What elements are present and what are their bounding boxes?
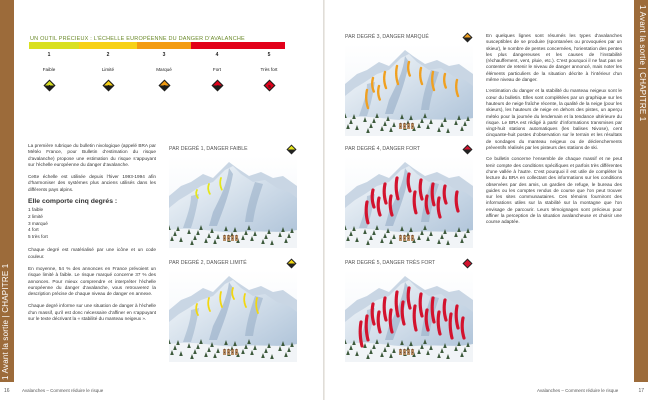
scale-level-icons (29, 79, 285, 93)
mountain-illustration (345, 270, 473, 362)
svg-text:2: 2 (106, 83, 110, 89)
scale-level-label: Fort (212, 67, 222, 72)
levels-list-item: 5 très fort (28, 233, 48, 239)
scale-segment (29, 42, 79, 49)
left-paragraph-3: Chaque degré est matérialisé par une icône et un code couleur. (28, 247, 156, 259)
right-paragraph-1: En quelques lignes sont résumés les types d’avalanches susceptibles de se produire (spontanées ou provoquées par un skieur), le nombre de pentes concernées, l’orientation des pentes les plus dangereuses et les causes de l’instabilité (réchauffement, vent, pluie, etc.). C’est pourquoi il ne faut pas se contenter de retenir le niveau de danger annoncé, mais noter les éléments particuliers de la situation décrite à l’intérieur d’un même niveau de danger. (486, 33, 622, 83)
danger-icon (462, 144, 473, 155)
levels-list (28, 207, 156, 240)
danger-icon (286, 258, 297, 269)
scale-level-number: 2 (106, 52, 110, 58)
scale-level-label: Marqué (156, 67, 172, 72)
scale-level-number: 3 (162, 52, 166, 58)
svg-text:4: 4 (215, 83, 219, 89)
levels-heading: Elle comporte cinq degrés : (28, 198, 118, 206)
scale-segment (243, 42, 285, 49)
levels-list-item: 2 limité (28, 213, 43, 219)
scale-level-label: Limité (101, 67, 115, 72)
footer-right-text: Avalanches – Comment réduire le risque (537, 388, 619, 393)
danger-level-icon (102, 79, 115, 92)
left-paragraph-5: Chaque degré informe sur une situation de danger à l’échelle d’un massif, qu’il est donc nécessaire d’affiner en s’appuyant sur le texte décrivant la « stabilité du manteau neigeux ». (28, 303, 156, 322)
panel-degree-5 (345, 259, 473, 362)
page-gutter (323, 0, 325, 400)
mountain-illustration (345, 156, 473, 248)
left-column-text (28, 143, 156, 328)
scale-level-label: Faible (42, 67, 56, 72)
scale-level-numbers (29, 52, 285, 62)
left-paragraph-2: Cette échelle est utilisée depuis l’hiver 1993-1994 afin d’harmoniser des systèmes plus anciens utilisés dans les différents pays alpins. (28, 174, 156, 192)
scale-color-bar (29, 42, 285, 49)
svg-text:3: 3 (162, 83, 166, 89)
right-column-text (486, 33, 622, 231)
danger-icon (462, 32, 473, 43)
levels-list-item: 4 fort (28, 227, 39, 233)
chapter-tab-right (634, 0, 648, 382)
scale-segment (191, 42, 243, 49)
danger-icon (462, 258, 473, 269)
page-number-right: 17 (638, 388, 644, 394)
panel-title: PAR DEGRÉ 2, DANGER LIMITÉ (169, 259, 297, 269)
panel-title: PAR DEGRÉ 4, DANGER FORT (345, 145, 473, 155)
right-paragraph-2: L’estimation du danger et la stabilité du manteau neigeux sont le cœur du bulletin. Elles sont complétées par un graphique sur les hauteurs de neige fraîche récente, la qualité de la neige (pour les skieurs), les hauteurs de neige en dehors des pistes, un aperçu météo pour la journée du lendemain et la tendance ultérieure du risque. Le BRA est rédigé à partir d’informations transmises par vingt-huit stations automatiques (les balises Nivose), cent cinquante-huit postes d’observation sur le terrain et les résultats de sondages du manteau neigeux ou de déclenchements préventifs réalisés par les pisteurs des stations de ski. (486, 88, 622, 151)
panel-title: PAR DEGRÉ 5, DANGER TRÈS FORT (345, 259, 473, 269)
panel-title: PAR DEGRÉ 1, DANGER FAIBLE (169, 145, 297, 155)
danger-level-icon (263, 79, 276, 92)
panel-degree-2 (169, 259, 297, 362)
danger-icon (286, 144, 297, 155)
scale-segment (137, 42, 191, 49)
scale-level-number: 5 (267, 52, 271, 58)
panel-title: PAR DEGRÉ 3, DANGER MARQUÉ (345, 33, 473, 43)
scale-level-label: Très fort (260, 67, 278, 72)
danger-level-icon (158, 79, 171, 92)
scale-level-number: 1 (47, 52, 51, 58)
mountain-illustration (345, 44, 473, 136)
right-paragraph-3: Ce bulletin concerne l’ensemble de chaque massif et ne peut tenir compte des conditions spécifiques et parfois très différentes d’une vallée à l’autre. C’est pourquoi il est utile de compléter la lecture du BRA en collectant des informations sur les conditions observées par des amis, un gardien de refuge, le bureau des guides ou les comptes rendus de course que l’on peut trouver sur les sites communautaires. Ces témoins fourniront des informations utiles sur la stabilité sur la montagne que l’on envisage de parcourir. Leurs témoignages sont précieux pour affiner la perception de la situation avalancheuse et choisir une course adaptée. (486, 156, 622, 225)
panel-degree-3 (345, 33, 473, 136)
scale-level-labels (29, 67, 285, 77)
page-number-left: 16 (4, 388, 10, 394)
left-paragraph-1: La première rubrique du bulletin nivologique (appelé BRA par Météo France, pour Bulletin d’estimation du risque d’avalanche) propose une estimation du risque s’appuyant sur l’échelle européenne du danger d’avalanche. (28, 143, 156, 167)
footer-right (324, 382, 648, 400)
footer-left (0, 382, 324, 400)
danger-level-icon (211, 79, 224, 92)
scale-segment (79, 42, 137, 49)
panel-degree-1 (169, 145, 297, 248)
footer-left-text: Avalanches – Comment réduire le risque (22, 388, 104, 393)
svg-text:5: 5 (267, 83, 271, 89)
levels-list-item: 1 faible (28, 207, 44, 213)
chapter-tab-left-text: 1 Avant la sortie | CHAPITRE 1 (1, 263, 10, 380)
left-paragraph-4: En moyenne, 54 % des annonces en France prévoient un risque limité à faible. Le risque marqué concerne 37 % des annonces. Pour mieux comprendre et interpréter l’échelle européenne du danger d’avalanche, vous retrouverez la description précise de chaque niveau de danger en annexe. (28, 265, 156, 297)
levels-list-item: 3 marqué (28, 220, 48, 226)
mountain-illustration (169, 156, 297, 248)
chapter-tab-left (0, 0, 14, 382)
mountain-illustration (169, 270, 297, 362)
scale-level-number: 4 (215, 52, 219, 58)
chapter-tab-right-text: 1 Avant la sortie | CHAPITRE 1 (638, 5, 647, 122)
panel-degree-4 (345, 145, 473, 248)
scale-title: UN OUTIL PRÉCIEUX : L’ÉCHELLE EUROPÉENNE DU DANGER D’AVALANCHE (30, 36, 245, 42)
danger-level-icon (43, 79, 56, 92)
svg-text:1: 1 (47, 83, 51, 89)
